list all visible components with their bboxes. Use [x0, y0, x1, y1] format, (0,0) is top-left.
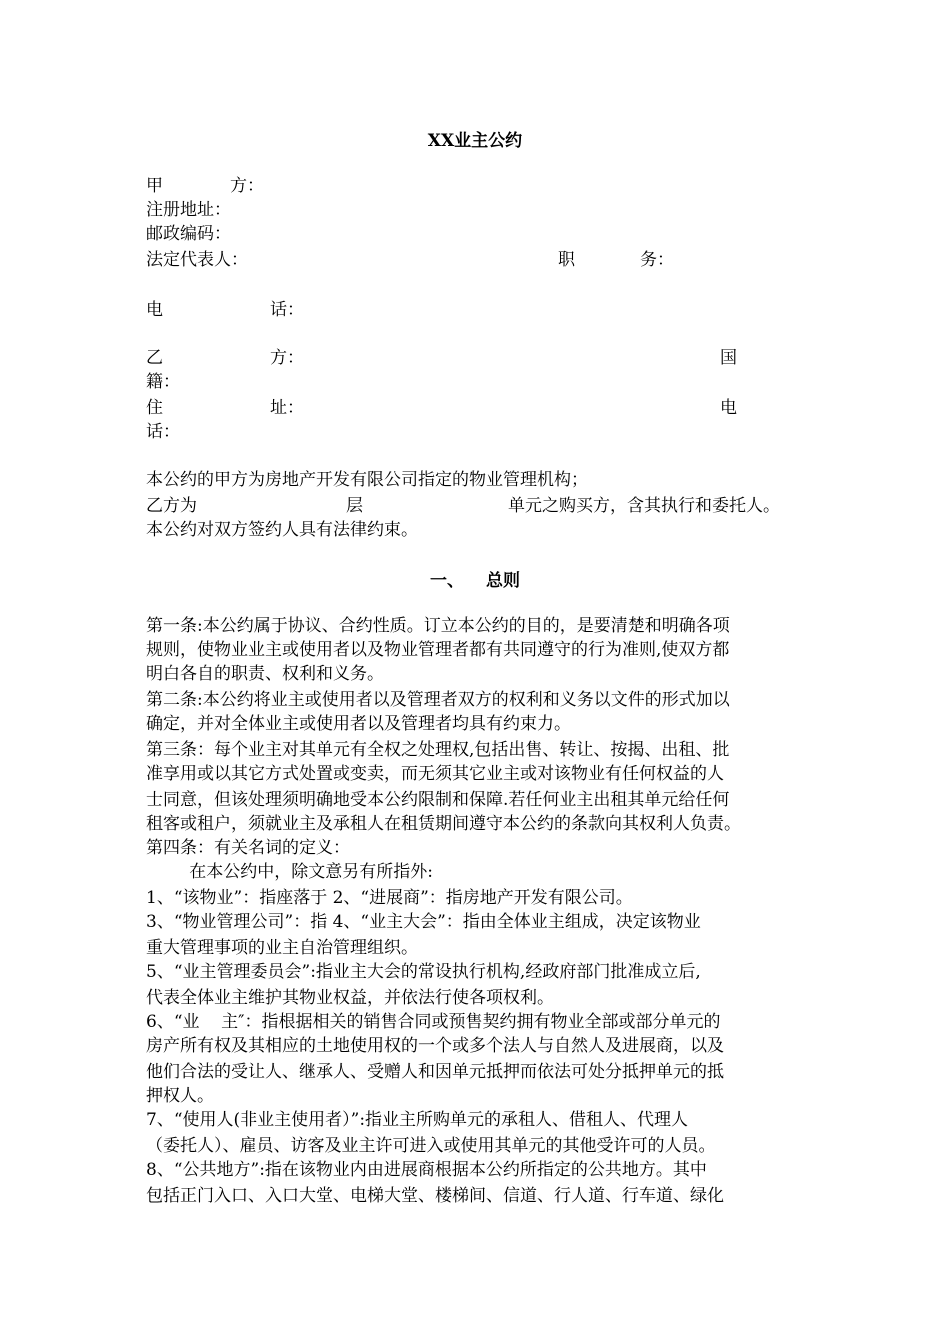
party-a-position-label-2: 务：	[640, 250, 674, 270]
party-a-postcode-label: 邮政编码：	[146, 224, 231, 244]
body-line: 士同意，但该处理须明确地受本公约限制和保障.若任何业主出租其单元给任何	[146, 790, 730, 810]
body-line: （委托人）、雇员、访客及业主许可进入或使用其单元的其他受许可的人员。	[146, 1136, 716, 1156]
party-b-phone-label-1: 电	[720, 398, 737, 418]
body-line: 包括正门入口、入口大堂、电梯大堂、楼梯间、信道、行人道、行车道、绿化	[146, 1186, 724, 1206]
document-title: XX业主公约	[427, 131, 523, 151]
section-title: 总则	[486, 571, 520, 591]
body-line: 确定，并对全体业主或使用者以及管理者均具有约束力。	[146, 714, 571, 734]
body-line: 1、“该物业”：指座落于 2、“进展商”：指房地产开发有限公司。	[146, 888, 633, 908]
party-b-nationality-label-1: 国	[720, 348, 737, 368]
body-line: 押权人。	[146, 1086, 214, 1106]
intro-line-2-a: 乙方为	[146, 496, 197, 516]
body-line: 第一条:本公约属于协议、合约性质。订立本公约的目的，是要清楚和明确各项	[146, 616, 730, 636]
party-b-label-1: 乙	[146, 348, 163, 368]
party-a-phone-label-2: 话：	[270, 300, 304, 320]
intro-line-2-b: 层	[346, 496, 363, 516]
party-b-nationality-label-2: 籍：	[146, 372, 180, 392]
body-line: 规则，使物业业主或使用者以及物业管理者都有共同遵守的行为准则,使双方都	[146, 640, 730, 660]
party-b-label-2: 方：	[270, 348, 304, 368]
party-b-phone-label-2: 话：	[146, 422, 180, 442]
party-a-position-label-1: 职	[558, 250, 575, 270]
body-line: 在本公约中，除文意另有所指外:	[146, 862, 433, 882]
body-line: 8、“公共地方”:指在该物业内由进展商根据本公约所指定的公共地方。其中	[146, 1160, 707, 1180]
intro-line-2-c: 单元之购买方，含其执行和委托人。	[508, 496, 780, 516]
body-line: 7、“使用人(非业主使用者）”:指业主所购单元的承租人、借租人、代理人	[146, 1110, 689, 1130]
party-a-label-1: 甲	[146, 176, 163, 196]
party-b-address-label-2: 址：	[270, 398, 304, 418]
body-line: 重大管理事项的业主自治管理组织。	[146, 938, 418, 958]
body-line: 5、“业主管理委员会”:指业主大会的常设执行机构,经政府部门批准成立后,	[146, 962, 701, 982]
body-line: 代表全体业主维护其物业权益，并依法行使各项权利。	[146, 988, 554, 1008]
party-a-phone-label-1: 电	[146, 300, 163, 320]
body-line: 房产所有权及其相应的土地使用权的一个或多个法人与自然人及进展商，以及	[146, 1036, 724, 1056]
body-line: 租客或租户，须就业主及承租人在租赁期间遵守本公约的条款向其权利人负责。	[146, 814, 741, 834]
body-line: 明白各自的职责、权利和义务。	[146, 664, 384, 684]
body-line: 准享用或以其它方式处置或变卖，而无须其它业主或对该物业有任何权益的人	[146, 764, 724, 784]
body-line: 3、“物业管理公司”：指 4、“业主大会”：指由全体业主组成，决定该物业	[146, 912, 701, 932]
intro-line-3: 本公约对双方签约人具有法律约束。	[146, 520, 418, 540]
party-a-rep-label: 法定代表人：	[146, 250, 248, 270]
party-a-address-label: 注册地址：	[146, 200, 231, 220]
body-line: 第二条:本公约将业主或使用者以及管理者双方的权利和义务以文件的形式加以	[146, 690, 730, 710]
body-line: 6、“业 主″：指根据相关的销售合同或预售契约拥有物业全部或部分单元的	[146, 1012, 721, 1032]
section-number: 一、	[430, 571, 464, 591]
body-line: 第三条：每个业主对其单元有全权之处理权,包括出售、转让、按揭、出租、批	[146, 740, 730, 760]
section-heading	[0, 566, 950, 591]
party-b-address-label-1: 住	[146, 398, 163, 418]
intro-line-1: 本公约的甲方为房地产开发有限公司指定的物业管理机构；	[146, 470, 588, 490]
body-line: 第四条：有关名词的定义：	[146, 838, 350, 858]
body-line: 他们合法的受让人、继承人、受赠人和因单元抵押而依法可处分抵押单元的抵	[146, 1062, 724, 1082]
party-a-label-2: 方：	[230, 176, 264, 196]
